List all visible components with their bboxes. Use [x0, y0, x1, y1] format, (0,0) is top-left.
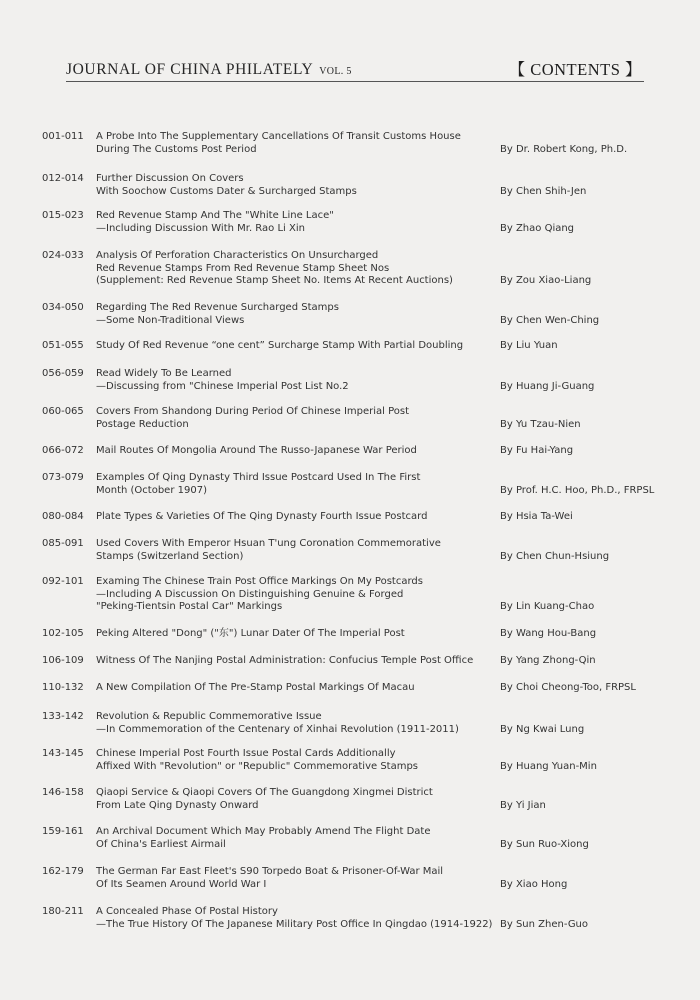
- article-title-line: Witness Of The Nanjing Postal Administration: Confucius Temple Post Office: [96, 655, 474, 666]
- article-author: By Liu Yuan: [500, 340, 558, 351]
- article-title-line: A New Compilation Of The Pre-Stamp Postal Markings Of Macau: [96, 682, 415, 693]
- article-author: By Hsia Ta-Wei: [500, 511, 573, 522]
- article-author: By Wang Hou-Bang: [500, 628, 597, 639]
- article-title: [96, 628, 496, 641]
- article-title-line: Affixed With "Revolution" or "Republic" Commemorative Stamps: [96, 760, 419, 772]
- article-title-line: —In Commemoration of the Centenary of Xinhai Revolution (1911-2011): [96, 723, 459, 735]
- article-author: By Dr. Robert Kong, Ph.D.: [500, 143, 628, 155]
- article-title-line: "Peking-Tientsin Postal Car" Markings: [96, 601, 283, 612]
- article-title: [96, 445, 496, 458]
- article-title: [96, 406, 496, 431]
- article-title-line: Of China's Earliest Airmail: [96, 838, 226, 850]
- article-title-line: —The True History Of The Japanese Military Post Office In Qingdao (1914-1922): [96, 918, 493, 930]
- article-title-line: From Late Qing Dynasty Onward: [96, 799, 259, 811]
- page-range: 001-011: [42, 131, 84, 142]
- article-title-line: Of Its Seamen Around World War I: [96, 878, 267, 890]
- article-title-line: Mail Routes Of Mongolia Around The Russo-Japanese War Period: [96, 445, 417, 456]
- article-author: By Yi Jian: [500, 799, 546, 811]
- article-title: [96, 682, 496, 695]
- page-range: 073-079: [42, 472, 84, 483]
- page-header: [66, 56, 644, 82]
- article-title-line: An Archival Document Which May Probably Amend The Flight Date: [96, 826, 431, 837]
- article-author: By Huang Yuan-Min: [500, 760, 597, 772]
- article-title-line: (Supplement: Red Revenue Stamp Sheet No. Items At Recent Auctions): [96, 275, 453, 286]
- article-title-line: —Including A Discussion On Distinguishing Genuine & Forged: [96, 588, 404, 600]
- article-title-line: With Soochow Customs Dater & Surcharged Stamps: [96, 185, 357, 197]
- page-range: 092-101: [42, 576, 84, 587]
- article-title: [96, 173, 496, 198]
- article-title-line: —Including Discussion With Mr. Rao Li Xin: [96, 222, 305, 234]
- article-title: [96, 210, 496, 235]
- article-title-line: Postage Reduction: [96, 418, 189, 430]
- article-title: [96, 748, 496, 773]
- article-title: [96, 906, 496, 931]
- page-range: 080-084: [42, 511, 84, 522]
- article-author: By Huang Ji-Guang: [500, 380, 595, 392]
- article-title: [96, 250, 496, 288]
- page-range: 066-072: [42, 445, 84, 456]
- article-title: [96, 576, 496, 614]
- page-range: 146-158: [42, 787, 84, 798]
- page-range: 180-211: [42, 906, 84, 917]
- article-title-line: Read Widely To Be Learned: [96, 368, 232, 379]
- section-label: 【 CONTENTS 】: [508, 60, 642, 79]
- article-title-line: Examples Of Qing Dynasty Third Issue Postcard Used In The First: [96, 472, 421, 483]
- page-range: 056-059: [42, 368, 84, 379]
- article-title-line: Peking Altered "Dong" ("东") Lunar Dater Of The Imperial Post: [96, 628, 405, 639]
- article-title-line: A Concealed Phase Of Postal History: [96, 906, 278, 917]
- page-range: 133-142: [42, 711, 84, 722]
- page-range: 106-109: [42, 655, 84, 666]
- page-range: 162-179: [42, 866, 84, 877]
- page-range: 159-161: [42, 826, 84, 837]
- article-title: [96, 302, 496, 327]
- article-title: [96, 826, 496, 851]
- page-range: 110-132: [42, 682, 84, 693]
- article-author: By Sun Ruo-Xiong: [500, 838, 589, 850]
- article-title-line: A Probe Into The Supplementary Cancellations Of Transit Customs House: [96, 131, 461, 142]
- article-title-line: —Some Non-Traditional Views: [96, 314, 245, 326]
- article-title-line: Study Of Red Revenue “one cent” Surcharge Stamp With Partial Doubling: [96, 340, 464, 351]
- volume-label: VOL. 5: [319, 66, 352, 77]
- page-range: 015-023: [42, 210, 84, 221]
- article-title-line: Covers From Shandong During Period Of Chinese Imperial Post: [96, 406, 410, 417]
- page-range: 024-033: [42, 250, 84, 261]
- article-title: [96, 340, 496, 353]
- article-title: [96, 131, 496, 156]
- article-author: By Ng Kwai Lung: [500, 723, 585, 735]
- article-author: By Fu Hai-Yang: [500, 445, 574, 456]
- article-author: By Yang Zhong-Qin: [500, 655, 596, 666]
- article-title-line: Further Discussion On Covers: [96, 173, 244, 184]
- article-author: By Chen Chun-Hsiung: [500, 550, 610, 562]
- article-title-line: Qiaopi Service & Qiaopi Covers Of The Guangdong Xingmei District: [96, 787, 433, 798]
- article-title: [96, 511, 496, 524]
- article-title-line: Used Covers With Emperor Hsuan T'ung Coronation Commemorative: [96, 538, 441, 549]
- article-title: [96, 787, 496, 812]
- page-range: 051-055: [42, 340, 84, 351]
- article-title-line: Regarding The Red Revenue Surcharged Stamps: [96, 302, 339, 313]
- page-range: 034-050: [42, 302, 84, 313]
- journal-title: [66, 61, 352, 79]
- article-author: By Zhao Qiang: [500, 222, 575, 234]
- article-title: [96, 368, 496, 393]
- article-title-line: Revolution & Republic Commemorative Issue: [96, 711, 322, 722]
- article-title-line: Month (October 1907): [96, 484, 207, 496]
- article-author: By Yu Tzau-Nien: [500, 418, 581, 430]
- article-author: By Lin Kuang-Chao: [500, 601, 595, 612]
- journal-name: JOURNAL OF CHINA PHILATELY: [66, 61, 314, 78]
- page-range: 102-105: [42, 628, 84, 639]
- article-author: By Prof. H.C. Hoo, Ph.D., FRPSL: [500, 484, 655, 496]
- article-title-line: Chinese Imperial Post Fourth Issue Postal Cards Additionally: [96, 748, 396, 759]
- article-author: By Sun Zhen-Guo: [500, 918, 589, 930]
- page-range: 143-145: [42, 748, 84, 759]
- article-title-line: Red Revenue Stamps From Red Revenue Stamp Sheet Nos: [96, 262, 390, 274]
- page-range: 085-091: [42, 538, 84, 549]
- article-title: [96, 538, 496, 563]
- header-rule: [66, 81, 644, 82]
- article-title: [96, 655, 496, 668]
- article-author: By Chen Wen-Ching: [500, 314, 600, 326]
- article-title-line: Plate Types & Varieties Of The Qing Dynasty Fourth Issue Postcard: [96, 511, 428, 522]
- article-author: By Zou Xiao-Liang: [500, 275, 592, 286]
- article-title-line: Examing The Chinese Train Post Office Markings On My Postcards: [96, 576, 423, 587]
- article-title-line: Analysis Of Perforation Characteristics On Unsurcharged: [96, 250, 379, 261]
- article-title-line: Red Revenue Stamp And The "White Line Lace": [96, 210, 334, 221]
- article-title: [96, 472, 496, 497]
- article-title-line: The German Far East Fleet's S90 Torpedo Boat & Prisoner-Of-War Mail: [96, 866, 444, 877]
- article-title-line: —Discussing from "Chinese Imperial Post List No.2: [96, 380, 349, 392]
- article-author: By Chen Shih-Jen: [500, 185, 587, 197]
- page-range: 060-065: [42, 406, 84, 417]
- page-range: 012-014: [42, 173, 84, 184]
- article-author: By Choi Cheong-Too, FRPSL: [500, 682, 636, 693]
- article-title-line: Stamps (Switzerland Section): [96, 550, 244, 562]
- article-title: [96, 711, 496, 736]
- article-title-line: During The Customs Post Period: [96, 143, 257, 155]
- article-title: [96, 866, 496, 891]
- article-author: By Xiao Hong: [500, 878, 568, 890]
